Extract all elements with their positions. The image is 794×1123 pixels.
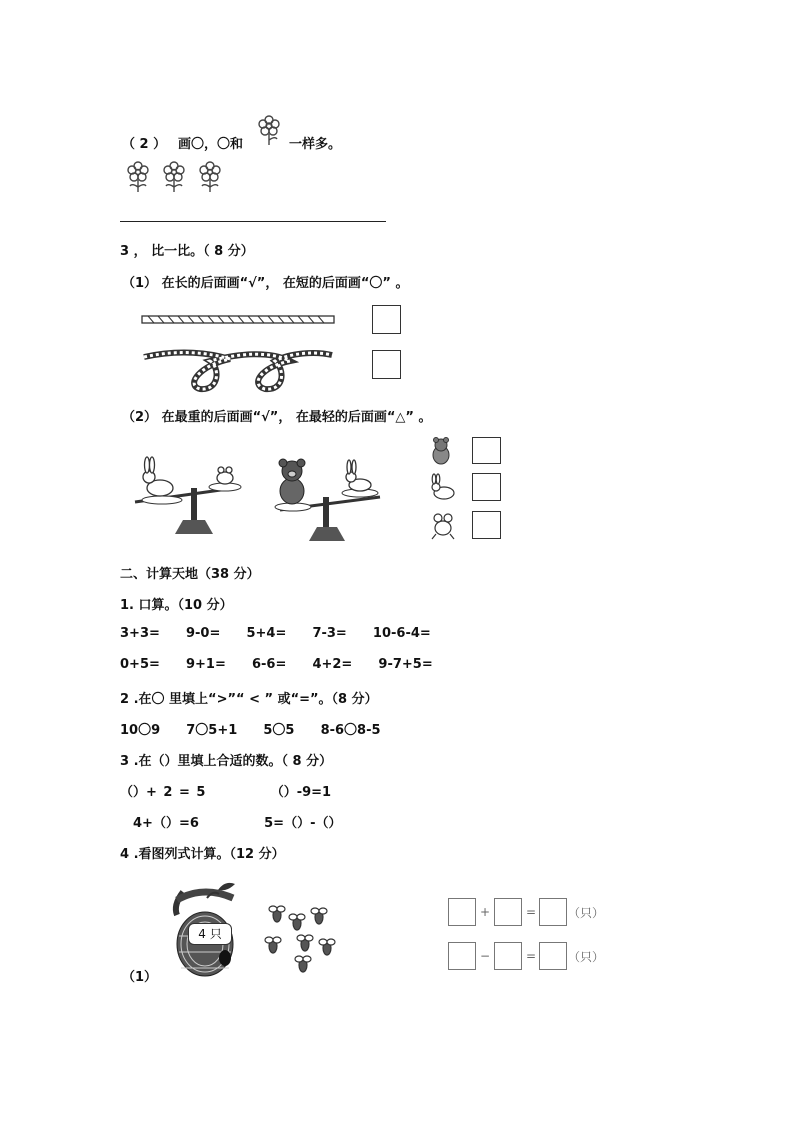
bee-icon xyxy=(294,953,312,973)
equation-box-addend-2[interactable] xyxy=(494,898,522,926)
equals-sign: = xyxy=(526,905,537,919)
equation-box-minuend[interactable] xyxy=(448,942,476,970)
q3-sub1: （1） 在长的后面画“√”， 在短的后面画“〇” 。 xyxy=(122,276,409,291)
answer-line[interactable] xyxy=(120,221,386,222)
compare-row: 10〇9 7〇5+1 5〇5 8-6〇8-5 xyxy=(120,723,381,738)
answer-box-rabbit[interactable] xyxy=(472,473,501,501)
answer-box-frog[interactable] xyxy=(472,511,501,539)
equals-sign: = xyxy=(526,949,537,963)
q3-title: 3 ， 比一比。（ 8 分） xyxy=(120,244,254,259)
rabbit-icon xyxy=(428,475,456,501)
equation-box-subtrahend[interactable] xyxy=(494,942,522,970)
balance-bear-rabbit xyxy=(265,455,395,545)
equation-box-addend-1[interactable] xyxy=(448,898,476,926)
bee-icon xyxy=(310,905,328,925)
flower-icon xyxy=(255,112,285,146)
hive-label: 4 只 xyxy=(188,923,232,945)
answer-box-bear[interactable] xyxy=(472,437,501,464)
bee-icon xyxy=(288,911,306,931)
equation-box-sum[interactable] xyxy=(539,898,567,926)
question-text: 画〇，〇和 xyxy=(178,137,244,152)
s2-q1-title: 1. 口算。（10 分） xyxy=(120,598,233,613)
equation-box-difference[interactable] xyxy=(539,942,567,970)
s2-q4-title: 4 .看图列式计算。（12 分） xyxy=(120,847,285,862)
unit-label: （只） xyxy=(568,906,605,920)
frog-icon xyxy=(430,510,456,540)
section2-title: 二、计算天地（38 分） xyxy=(120,567,260,582)
minus-sign: − xyxy=(480,949,491,963)
flower-icon xyxy=(126,160,152,194)
bee-icon xyxy=(318,936,336,956)
answer-box-short[interactable] xyxy=(372,350,401,379)
bee-icon xyxy=(296,932,314,952)
mental-math-row-2: 0+5= 9+1= 6-6= 4+2= 9-7+5= xyxy=(120,657,433,672)
fill-number-line-2: 4+（）=6 5=（）-（） xyxy=(133,816,342,831)
balance-rabbit-frog xyxy=(125,450,245,540)
straight-rope xyxy=(140,312,340,328)
plus-sign: + xyxy=(480,905,491,919)
s2-q2-title: 2 .在〇 里填上“>”“ < ” 或“=”。（8 分） xyxy=(120,692,378,707)
flower-icon xyxy=(198,160,224,194)
mental-math-row-1: 3+3= 9-0= 5+4= 7-3= 10-6-4= xyxy=(120,626,431,641)
bee-icon xyxy=(268,903,286,923)
bear-icon xyxy=(428,437,454,465)
looped-rope xyxy=(140,345,340,393)
question-label: （ 2 ） xyxy=(122,137,167,152)
question-text-end: 一样多。 xyxy=(289,137,342,152)
q4-sub-label: （1） xyxy=(122,970,158,985)
fill-number-line-1: （）+ 2 = 5 （）-9=1 xyxy=(120,785,332,800)
s2-q3-title: 3 .在（）里填上合适的数。（ 8 分） xyxy=(120,754,333,769)
unit-label: （只） xyxy=(568,950,605,964)
q3-sub2: （2） 在最重的后面画“√”， 在最轻的后面画“△” 。 xyxy=(122,410,432,425)
bee-icon xyxy=(264,934,282,954)
answer-box-long[interactable] xyxy=(372,305,401,334)
flower-icon xyxy=(162,160,188,194)
